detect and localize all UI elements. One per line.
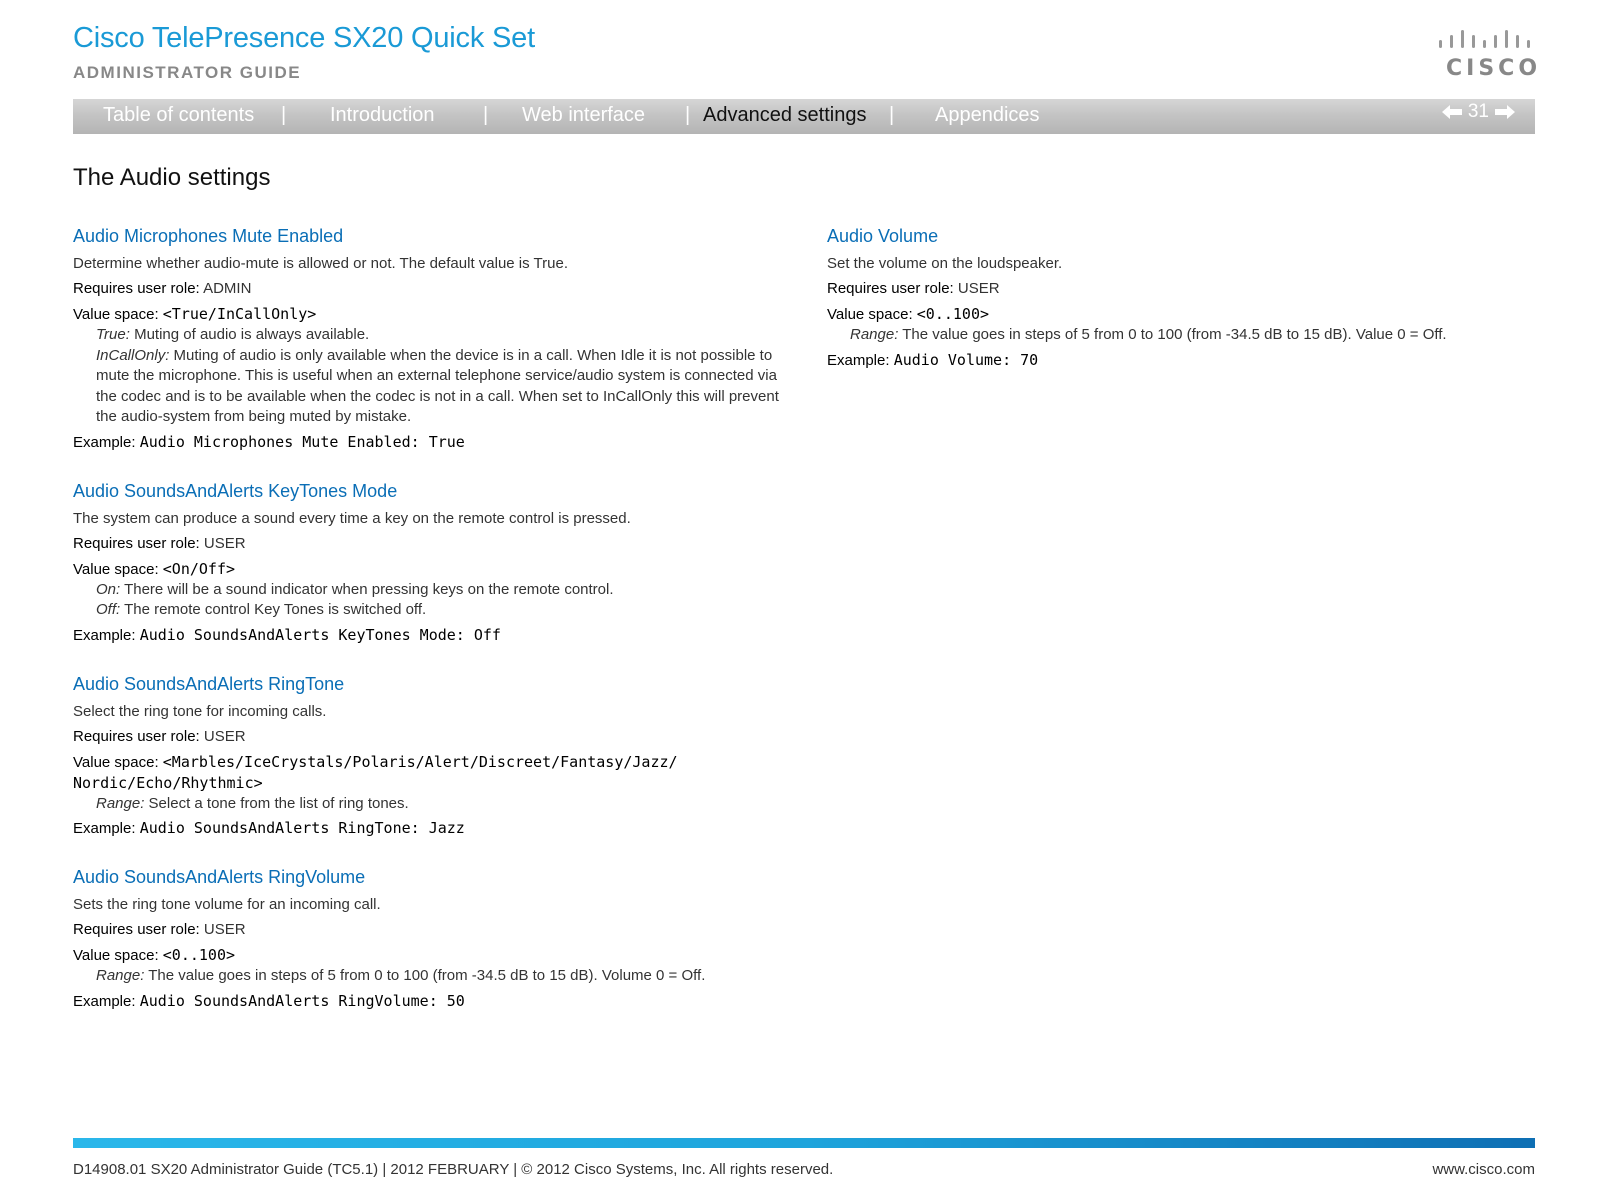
value-space-value: <0..100>: [162, 946, 236, 964]
setting-title: Audio SoundsAndAlerts RingTone: [73, 673, 345, 694]
role-value: USER: [203, 534, 246, 552]
setting-value-space: [73, 559, 793, 580]
setting-title: Audio Microphones Mute Enabled: [73, 226, 344, 246]
setting-value-space-continued: [73, 773, 793, 794]
nav-appendices[interactable]: Appendices: [935, 104, 1040, 126]
role-label: Requires user role:: [73, 727, 204, 745]
footer-copyright: D14908.01 SX20 Administrator Guide (TC5.1) | 2012 FEBRUARY | © 2012 Cisco Systems, Inc. All rights reserved.: [73, 1161, 834, 1178]
option-description: [73, 346, 793, 428]
setting-block: [73, 224, 793, 453]
setting-description: Set the volume on the loudspeaker.: [827, 255, 1063, 272]
setting-role: [73, 534, 793, 554]
value-space-value: Nordic/Echo/Rhythmic>: [73, 773, 263, 792]
role-label: Requires user role:: [827, 280, 958, 297]
option-key: Range:: [96, 967, 145, 984]
option-text: There will be a sound indicator when pressing keys on the remote control.: [120, 580, 614, 598]
option-text: The remote control Key Tones is switched off.: [120, 601, 427, 618]
setting-role: [73, 920, 793, 940]
cisco-logo: [1436, 30, 1542, 82]
value-space-value: <0..100>: [916, 305, 990, 323]
option-text: The value goes in steps of 5 from 0 to 100 (from -34.5 dB to 15 dB). Volume 0 = Off.: [144, 967, 706, 984]
page-number: 31: [1467, 101, 1489, 122]
role-label: Requires user role:: [73, 534, 204, 552]
option-key: Range:: [96, 794, 145, 812]
example-value: Audio SoundsAndAlerts RingVolume: 50: [139, 991, 465, 1010]
page-navigator: [1442, 101, 1515, 123]
value-space-label: Value space:: [73, 947, 163, 964]
option-key: Range:: [850, 326, 899, 343]
option-text: Select a tone from the list of ring tones.: [144, 794, 409, 812]
nav-separator: |: [685, 104, 691, 126]
footer-color-bar: [73, 1138, 1535, 1148]
arrow-left-icon[interactable]: [1442, 105, 1462, 119]
setting-value-space: [73, 945, 793, 966]
option-text: Muting of audio is only available when the device is in a call. When Idle it is not possible to mute the microphone. This is useful when an external telephone service/audio system is connected via the codec and is to be available when the codec is not in a call. When set to InCallOnly this will prevent the audio-system from being muted by mistake.: [96, 346, 779, 425]
footer-website-link[interactable]: www.cisco.com: [1432, 1161, 1535, 1178]
left-column: [73, 224, 793, 1038]
nav-table-of-contents[interactable]: Table of contents: [103, 104, 255, 126]
setting-value-space: [827, 304, 1547, 325]
role-value: USER: [203, 921, 246, 938]
option-key: True:: [96, 326, 130, 343]
role-label: Requires user role:: [73, 921, 204, 938]
value-space-label: Value space:: [827, 306, 917, 323]
setting-example: [827, 350, 1547, 371]
nav-introduction[interactable]: Introduction: [330, 104, 435, 126]
setting-title: Audio SoundsAndAlerts RingVolume: [73, 867, 366, 887]
document-subtitle: ADMINISTRATOR GUIDE: [73, 63, 302, 82]
nav-web-interface[interactable]: Web interface: [522, 104, 646, 126]
nav-separator: |: [281, 104, 287, 126]
example-label: Example:: [73, 626, 140, 644]
option-key: On:: [96, 580, 121, 598]
example-value: Audio SoundsAndAlerts RingTone: Jazz: [139, 819, 465, 837]
nav-separator: |: [889, 104, 895, 126]
option-text: The value goes in steps of 5 from 0 to 100 (from -34.5 dB to 15 dB). Value 0 = Off.: [898, 326, 1447, 343]
setting-value-space: [73, 304, 793, 325]
value-space-label: Value space:: [73, 306, 163, 323]
option-description: [827, 325, 1547, 346]
setting-example: [73, 818, 793, 839]
example-label: Example:: [827, 351, 894, 369]
value-space-label: Value space:: [73, 753, 163, 771]
option-key: InCallOnly:: [96, 346, 170, 364]
value-space-value: <Marbles/IceCrystals/Polaris/Alert/Discreet/Fantasy/Jazz/: [162, 752, 678, 771]
cisco-bars-icon: [1436, 30, 1536, 54]
setting-block: [73, 479, 793, 646]
nav-advanced-settings[interactable]: Advanced settings: [703, 104, 867, 126]
role-value: USER: [957, 280, 1000, 297]
setting-example: [73, 991, 793, 1012]
setting-block: [827, 224, 1547, 371]
role-label: Requires user role:: [73, 280, 204, 297]
arrow-right-icon[interactable]: [1495, 105, 1515, 119]
setting-example: [73, 625, 793, 646]
setting-value-space: [73, 752, 793, 773]
setting-title: Audio Volume: [827, 226, 939, 246]
example-value: Audio Volume: 70: [893, 350, 1039, 369]
setting-block: [73, 672, 793, 840]
value-space-value: <On/Off>: [162, 559, 236, 578]
cisco-wordmark: CISCO: [1446, 56, 1542, 81]
page-heading: The Audio settings: [73, 164, 271, 191]
setting-role: [73, 279, 793, 299]
setting-description: Select the ring tone for incoming calls.: [73, 702, 327, 720]
value-space-value: <True/InCallOnly>: [162, 305, 317, 323]
role-value: ADMIN: [203, 280, 252, 297]
option-description: [73, 580, 793, 601]
setting-description: Determine whether audio-mute is allowed or not. The default value is True.: [73, 255, 568, 272]
document-title: Cisco TelePresence SX20 Quick Set: [73, 22, 535, 54]
example-value: Audio Microphones Mute Enabled: True: [139, 432, 465, 451]
option-description: [73, 325, 793, 346]
nav-separator: |: [483, 104, 489, 126]
setting-example: [73, 432, 793, 453]
setting-role: [827, 279, 1547, 299]
option-text: Muting of audio is always available.: [129, 326, 370, 343]
setting-title: Audio SoundsAndAlerts KeyTones Mode: [73, 480, 398, 501]
setting-block: [73, 865, 793, 1012]
example-label: Example:: [73, 820, 140, 837]
option-description: [73, 794, 793, 815]
right-column: [827, 224, 1547, 397]
option-key: Off:: [96, 601, 121, 618]
example-label: Example:: [73, 433, 140, 451]
option-description: [73, 600, 793, 621]
option-description: [73, 966, 793, 987]
setting-role: [73, 727, 793, 747]
setting-description: Sets the ring tone volume for an incoming call.: [73, 896, 381, 913]
example-label: Example:: [73, 992, 140, 1010]
value-space-label: Value space:: [73, 560, 163, 578]
role-value: USER: [203, 727, 246, 745]
setting-description: The system can produce a sound every time a key on the remote control is pressed.: [73, 509, 631, 527]
example-value: Audio SoundsAndAlerts KeyTones Mode: Off: [139, 625, 501, 644]
top-navigation: [73, 99, 1535, 134]
